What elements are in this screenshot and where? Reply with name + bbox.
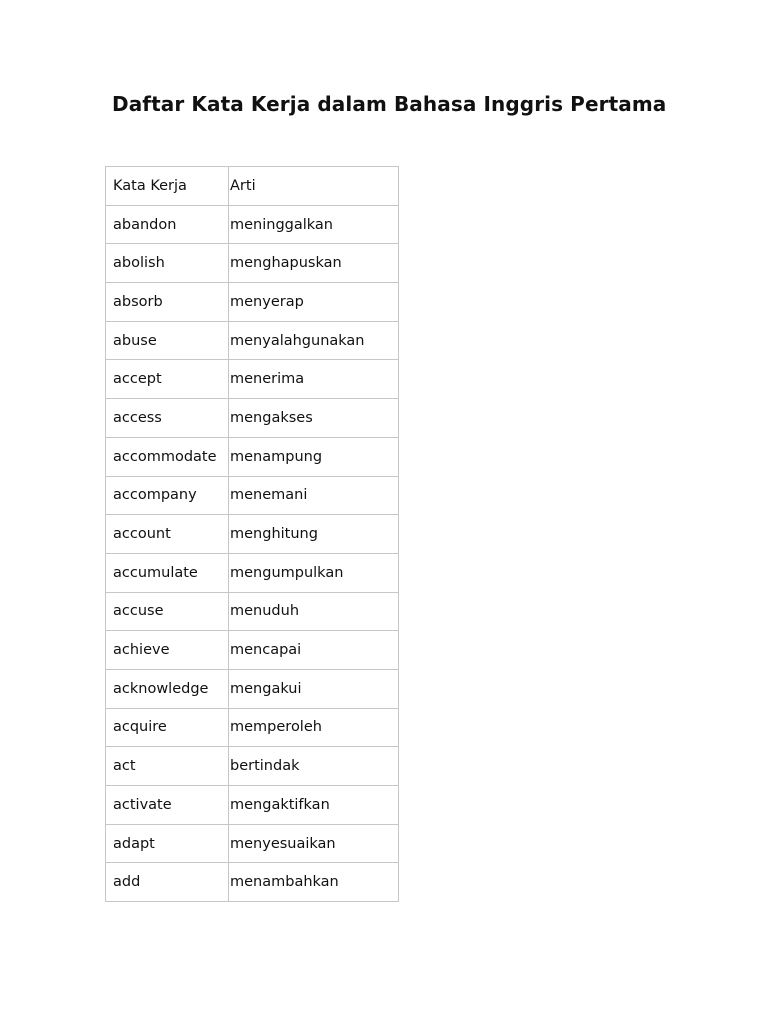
verb-cell: account [106, 515, 229, 554]
verb-cell: accept [106, 360, 229, 399]
table-row [106, 244, 399, 283]
table-row [106, 205, 399, 244]
table-row [106, 515, 399, 554]
verb-cell: acquire [106, 708, 229, 747]
meaning-cell: menyalahgunakan [229, 321, 399, 360]
meaning-cell: bertindak [229, 747, 399, 786]
verb-cell: act [106, 747, 229, 786]
meaning-cell: menghitung [229, 515, 399, 554]
meaning-cell: mengakses [229, 399, 399, 438]
table-row [106, 437, 399, 476]
page-title: Daftar Kata Kerja dalam Bahasa Inggris Pertama [112, 92, 667, 116]
table-body [106, 205, 399, 901]
table-row [106, 747, 399, 786]
meaning-cell: meninggalkan [229, 205, 399, 244]
table-row [106, 399, 399, 438]
table-row [106, 708, 399, 747]
table-row [106, 553, 399, 592]
column-header-verb: Kata Kerja [106, 167, 229, 206]
meaning-cell: mencapai [229, 631, 399, 670]
table-row [106, 476, 399, 515]
column-header-meaning: Arti [229, 167, 399, 206]
table-row [106, 321, 399, 360]
meaning-cell: menyesuaikan [229, 824, 399, 863]
meaning-cell: menghapuskan [229, 244, 399, 283]
meaning-cell: menampung [229, 437, 399, 476]
table-row [106, 631, 399, 670]
table-row [106, 283, 399, 322]
verb-cell: abolish [106, 244, 229, 283]
meaning-cell: menerima [229, 360, 399, 399]
verb-cell: access [106, 399, 229, 438]
table-header-row [106, 167, 399, 206]
verb-table [105, 166, 399, 902]
verb-cell: activate [106, 786, 229, 825]
table-row [106, 824, 399, 863]
verb-cell: accompany [106, 476, 229, 515]
meaning-cell: mengaktifkan [229, 786, 399, 825]
meaning-cell: menuduh [229, 592, 399, 631]
verb-cell: adapt [106, 824, 229, 863]
table-row [106, 360, 399, 399]
table-row [106, 592, 399, 631]
meaning-cell: menambahkan [229, 863, 399, 902]
verb-cell: achieve [106, 631, 229, 670]
verb-cell: accuse [106, 592, 229, 631]
table-row [106, 786, 399, 825]
table-row [106, 669, 399, 708]
meaning-cell: mengumpulkan [229, 553, 399, 592]
meaning-cell: memperoleh [229, 708, 399, 747]
verb-cell: add [106, 863, 229, 902]
verb-cell: absorb [106, 283, 229, 322]
meaning-cell: mengakui [229, 669, 399, 708]
verb-cell: accommodate [106, 437, 229, 476]
verb-cell: accumulate [106, 553, 229, 592]
table-row [106, 863, 399, 902]
meaning-cell: menemani [229, 476, 399, 515]
table-header [106, 167, 399, 206]
verb-cell: abandon [106, 205, 229, 244]
verb-cell: abuse [106, 321, 229, 360]
meaning-cell: menyerap [229, 283, 399, 322]
verb-cell: acknowledge [106, 669, 229, 708]
